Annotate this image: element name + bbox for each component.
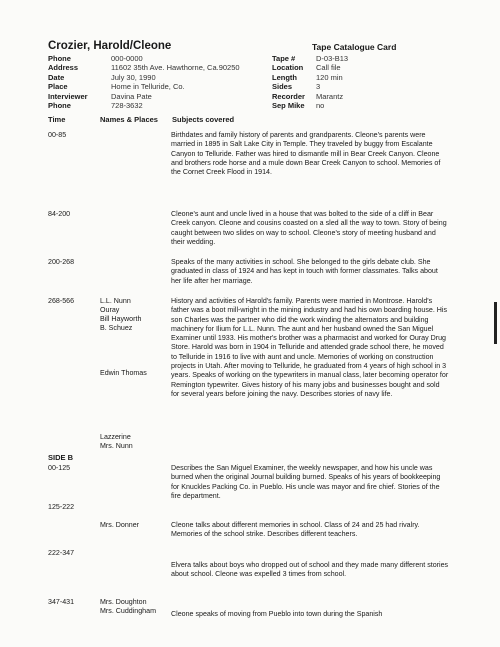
meta-row (48, 82, 240, 91)
meta-row (272, 63, 348, 72)
names-column-header: Names & Places (100, 115, 158, 124)
entry-subjects: Cleone talks about different memories in school. Class of 24 and 25 had rivalry. Memories of the school strike. Describes different teachers. (171, 521, 420, 539)
meta-value: Home in Telluride, Co. (111, 82, 185, 92)
meta-label: Length (272, 72, 297, 82)
entry-subjects: Describes the San Miguel Examiner, the weekly newspaper, and how his uncle was burned when the original Journal building burned. Speaks of his years of bookkeeping for Knuckles Packing Co. in Pueblo. His uncle was mayor and fire chief. Stories of the fire department. (171, 464, 441, 500)
meta-label: Sep Mike (272, 100, 305, 110)
entry-time: 222-347 (48, 549, 75, 557)
entry-time: 200-268 (48, 258, 75, 266)
meta-label: Interviewer (48, 91, 88, 101)
meta-value: 11602 35th Ave. Hawthorne, Ca.90250 (111, 63, 240, 73)
meta-row (272, 92, 348, 101)
entry-time: 347-431 (48, 598, 75, 606)
entry-subjects: Speaks of the many activities in school. She belonged to the girls debate club. She graduated in class of 1924 and has kept in touch with former classmates. Talks about her life after her marriage. (171, 258, 438, 285)
entry-subjects: Cleone speaks of moving from Pueblo into town during the Spanish (171, 610, 383, 618)
name-place: Edwin Thomas (100, 369, 147, 377)
entry-time: 84-200 (48, 210, 71, 218)
meta-label: Phone (48, 54, 71, 63)
name-place: Lazzerine (100, 433, 131, 441)
meta-label: Recorder (272, 91, 305, 101)
meta-value: 3 (316, 82, 321, 92)
meta-label: Phone (48, 100, 71, 110)
meta-value: 728-3632 (111, 100, 143, 110)
side-label: SIDE B (48, 453, 74, 462)
name-place: Mrs. Nunn (100, 442, 133, 450)
name-place: Mrs. Cuddingham (100, 607, 156, 615)
subjects-column-header: Subjects covered (172, 115, 235, 124)
name-place: Bill Hayworth (100, 315, 142, 323)
meta-label: Sides (272, 82, 293, 92)
name-place: Ouray (100, 306, 120, 314)
time-column-header: Time (48, 115, 66, 124)
narrator-name: Crozier, Harold/Cleone (48, 40, 172, 52)
meta-label: Place (48, 82, 68, 92)
entry-time: 268-566 (48, 297, 75, 305)
entry-subjects: Cleone's aunt and uncle lived in a house that was bolted to the side of a cliff in Bear Creek canyon. Cleone and cousins coasted on a sled all the way to town. Story of being caught between two slides on way to school. Cleone's story of meeting husband and their wedding. (171, 210, 447, 246)
card-title: Tape Catalogue Card (312, 42, 397, 52)
entry-time: 00-85 (48, 131, 67, 139)
meta-row (48, 101, 240, 110)
meta-value: 000-0000 (111, 54, 143, 63)
meta-row (48, 73, 240, 82)
meta-value: D-03-B13 (316, 54, 349, 63)
meta-value: no (316, 100, 325, 110)
meta-value: Marantz (316, 91, 344, 101)
meta-value: July 30, 1990 (111, 72, 156, 82)
name-place: B. Schuez (100, 324, 133, 332)
entry-subjects: Elvera talks about boys who dropped out of school and they made many different stories about school. Cleone was expelled 3 times from school. (171, 561, 449, 579)
name-place: L.L. Nunn (100, 297, 131, 305)
meta-value: Davina Pate (111, 91, 152, 101)
meta-row (272, 73, 348, 82)
entry-subjects: History and activities of Harold's family. Parents were married in Montrose. Harold's father was a boot mill-wright in the mining industry and had his own boarding house. His son Charles was the partner who did the work winding the alternators and building machinery for Ilium for L.L. Nunn. The aunt and her husband owned the San Miguel Examiner until 1933. His mother's brother was a pharmacist and worked for Ouray Drug Store. Harold was born in 1904 in Telluride and attended grade school there, he moved to Telluride in 1916 to live with aunt and uncle. Memories of working on construction projects in Utah. After moving to Telluride, he graduated from 4 years of high school in 3 years. Speaks of working on the typewriters in manual class, later becoming operator for Remington typewriter. Gives history of his many jobs and businesses bought and sold for several years before joining the navy. Describes stories of navy life. (171, 297, 449, 398)
meta-label: Tape # (272, 54, 296, 63)
entry-subjects: Birthdates and family history of parents and grandparents. Cleone's parents were married in 1895 in Salt Lake City in Temple. They traveled by buggy from Escalante Canyon to Telluride. Father was hired to dismantle mill in Bear Creek Canyon. Cleone and brothers rode horse and a mule down Bear Creek Canyon to school. Memories of the Cornet Creek Flood in 1914. (171, 131, 441, 177)
meta-label: Address (48, 63, 79, 73)
meta-row (272, 82, 348, 91)
column-headers (48, 115, 234, 124)
meta-row (272, 101, 348, 110)
meta-label: Date (48, 72, 65, 82)
meta-row (48, 54, 240, 63)
entry-time: 00-125 (48, 464, 71, 472)
meta-row (272, 54, 348, 63)
meta-row (48, 92, 240, 101)
margin-mark (494, 302, 497, 344)
meta-row (48, 63, 240, 72)
entry-time: 125-222 (48, 503, 75, 511)
meta-value: Call file (316, 63, 341, 73)
meta-value: 120 min (316, 72, 343, 82)
interview-details (48, 54, 240, 110)
meta-label: Location (272, 63, 304, 73)
tape-details (272, 54, 348, 110)
name-place: Mrs. Doughton (100, 598, 147, 606)
name-place: Mrs. Donner (100, 521, 140, 529)
